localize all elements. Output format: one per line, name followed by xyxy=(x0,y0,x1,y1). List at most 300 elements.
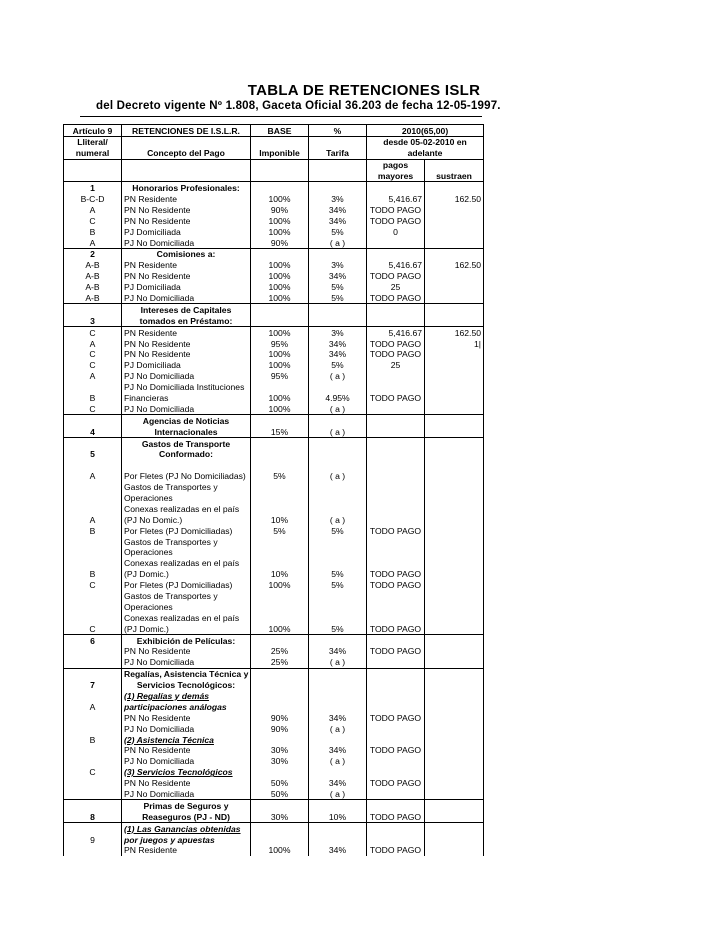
concepto-cell: PN No Residente xyxy=(122,646,251,657)
sustraen-cell: 162.50 xyxy=(425,260,484,271)
sustraen-cell xyxy=(425,767,484,778)
literal-cell xyxy=(64,304,122,315)
tarifa-cell xyxy=(309,503,367,514)
tarifa-cell xyxy=(309,612,367,623)
pagos-mayores-cell xyxy=(367,460,425,471)
sustraen-cell xyxy=(425,248,484,259)
sustraen-cell xyxy=(425,371,484,382)
pagos-mayores-cell: 5,416.67 xyxy=(367,260,425,271)
sustraen-cell xyxy=(425,712,484,723)
sustraen-cell: 162.50 xyxy=(425,193,484,204)
literal-cell xyxy=(64,756,122,767)
pagos-mayores-cell: 5,416.67 xyxy=(367,327,425,338)
table-row xyxy=(64,580,484,591)
concepto-cell: Operaciones xyxy=(122,601,251,612)
pagos-mayores-cell xyxy=(367,756,425,767)
tarifa-cell xyxy=(309,590,367,601)
base-cell: 50% xyxy=(251,778,309,789)
tarifa-cell: 3% xyxy=(309,260,367,271)
table-row xyxy=(64,712,484,723)
tarifa-cell: ( a ) xyxy=(309,514,367,525)
base-cell xyxy=(251,381,309,392)
table-row xyxy=(64,800,484,811)
pagos-mayores-cell: 25 xyxy=(367,281,425,292)
header-row-4 xyxy=(64,159,484,170)
tarifa-cell: 34% xyxy=(309,271,367,282)
table-row xyxy=(64,536,484,547)
pagos-mayores-cell xyxy=(367,668,425,679)
table-row xyxy=(64,437,484,448)
document-title: TABLA DE RETENCIONES ISLR xyxy=(247,82,481,99)
table-row xyxy=(64,482,484,493)
base-cell: 100% xyxy=(251,193,309,204)
literal-cell: 1 xyxy=(64,182,122,193)
sustraen-cell xyxy=(425,449,484,460)
literal-cell: A-B xyxy=(64,281,122,292)
sustraen-cell xyxy=(425,701,484,712)
table-row xyxy=(64,237,484,248)
tarifa-cell xyxy=(309,381,367,392)
table-row xyxy=(64,668,484,679)
base-cell: 100% xyxy=(251,623,309,634)
base-cell: 100% xyxy=(251,845,309,856)
sustraen-cell xyxy=(425,271,484,282)
tarifa-cell xyxy=(309,690,367,701)
pagos-mayores-cell: TODO PAGO xyxy=(367,778,425,789)
pagos-mayores-cell: TODO PAGO xyxy=(367,204,425,215)
sustraen-cell xyxy=(425,601,484,612)
base-cell xyxy=(251,503,309,514)
table-row xyxy=(64,767,484,778)
tarifa-cell xyxy=(309,834,367,845)
table-row xyxy=(64,349,484,360)
table-row xyxy=(64,590,484,601)
literal-cell: 9 xyxy=(64,834,122,845)
literal-cell xyxy=(64,437,122,448)
sustraen-cell xyxy=(425,690,484,701)
literal-cell: 6 xyxy=(64,634,122,645)
sustraen-cell xyxy=(425,823,484,834)
table-row xyxy=(64,680,484,691)
sustraen-cell xyxy=(425,745,484,756)
literal-cell: 2 xyxy=(64,248,122,259)
tarifa-cell xyxy=(309,482,367,493)
literal-cell xyxy=(64,590,122,601)
header-tarifa: Tarifa xyxy=(309,148,367,159)
tarifa-cell xyxy=(309,315,367,326)
header-concepto: Concepto del Pago xyxy=(122,148,251,159)
base-cell: 90% xyxy=(251,723,309,734)
concepto-cell: tomados en Préstamo: xyxy=(122,315,251,326)
sustraen-cell xyxy=(425,482,484,493)
base-cell xyxy=(251,547,309,558)
sustraen-cell xyxy=(425,668,484,679)
table-row xyxy=(64,547,484,558)
table-row xyxy=(64,634,484,645)
pagos-mayores-cell: TODO PAGO xyxy=(367,745,425,756)
base-cell xyxy=(251,315,309,326)
concepto-cell: (PJ Domic.) xyxy=(122,569,251,580)
table-row xyxy=(64,392,484,403)
concepto-cell: Conexas realizadas en el país xyxy=(122,558,251,569)
base-cell: 100% xyxy=(251,271,309,282)
tarifa-cell xyxy=(309,248,367,259)
sustraen-cell xyxy=(425,845,484,856)
sustraen-cell xyxy=(425,204,484,215)
literal-cell xyxy=(64,723,122,734)
sustraen-cell xyxy=(425,349,484,360)
header-base: BASE xyxy=(251,125,309,137)
table-row xyxy=(64,338,484,349)
pagos-mayores-cell xyxy=(367,237,425,248)
header-imponible: Imponible xyxy=(251,148,309,159)
table-row xyxy=(64,569,484,580)
sustraen-cell: 1| xyxy=(425,338,484,349)
table-row xyxy=(64,193,484,204)
concepto-cell: PJ No Domiciliada xyxy=(122,756,251,767)
tarifa-cell xyxy=(309,680,367,691)
concepto-cell: Financieras xyxy=(122,392,251,403)
literal-cell xyxy=(64,601,122,612)
sustraen-cell xyxy=(425,281,484,292)
concepto-cell: Gastos de Transportes y xyxy=(122,590,251,601)
base-cell xyxy=(251,767,309,778)
table-row xyxy=(64,690,484,701)
sustraen-cell xyxy=(425,381,484,392)
base-cell xyxy=(251,634,309,645)
pagos-mayores-cell: 5,416.67 xyxy=(367,193,425,204)
sustraen-cell xyxy=(425,547,484,558)
pagos-mayores-cell: TODO PAGO xyxy=(367,349,425,360)
sustraen-cell xyxy=(425,623,484,634)
table-row xyxy=(64,271,484,282)
tarifa-cell: 3% xyxy=(309,327,367,338)
literal-cell: A-B xyxy=(64,260,122,271)
tarifa-cell xyxy=(309,415,367,426)
base-cell: 100% xyxy=(251,349,309,360)
header-sustraen: sustraen xyxy=(425,171,484,182)
literal-cell xyxy=(64,845,122,856)
concepto-cell: Exhibición de Películas: xyxy=(122,634,251,645)
pagos-mayores-cell xyxy=(367,823,425,834)
sustraen-cell xyxy=(425,392,484,403)
literal-cell: A-B xyxy=(64,292,122,303)
literal-cell xyxy=(64,482,122,493)
concepto-cell: participaciones análogas xyxy=(122,701,251,712)
tarifa-cell: ( a ) xyxy=(309,371,367,382)
table-row xyxy=(64,623,484,634)
concepto-cell: PJ Domiciliada xyxy=(122,281,251,292)
concepto-cell: PN No Residente xyxy=(122,349,251,360)
literal-cell: B xyxy=(64,392,122,403)
literal-cell: A-B xyxy=(64,271,122,282)
tarifa-cell: 5% xyxy=(309,623,367,634)
literal-cell: B-C-D xyxy=(64,193,122,204)
concepto-cell: PN No Residente xyxy=(122,712,251,723)
literal-cell xyxy=(64,788,122,799)
base-cell xyxy=(251,415,309,426)
tarifa-cell xyxy=(309,182,367,193)
base-cell: 50% xyxy=(251,788,309,799)
sustraen-cell xyxy=(425,811,484,822)
pagos-mayores-cell xyxy=(367,482,425,493)
tarifa-cell: ( a ) xyxy=(309,426,367,437)
sustraen-cell xyxy=(425,525,484,536)
concepto-cell: Primas de Seguros y xyxy=(122,800,251,811)
pagos-mayores-cell xyxy=(367,381,425,392)
concepto-cell: PJ No Domiciliada xyxy=(122,788,251,799)
tarifa-cell: 5% xyxy=(309,569,367,580)
pagos-mayores-cell xyxy=(367,788,425,799)
literal-cell: 8 xyxy=(64,811,122,822)
table-row xyxy=(64,248,484,259)
table-row xyxy=(64,503,484,514)
tarifa-cell xyxy=(309,304,367,315)
pagos-mayores-cell: 25 xyxy=(367,360,425,371)
concepto-cell: PN No Residente xyxy=(122,745,251,756)
literal-cell: C xyxy=(64,215,122,226)
pagos-mayores-cell xyxy=(367,634,425,645)
sustraen-cell xyxy=(425,415,484,426)
tarifa-cell: 34% xyxy=(309,646,367,657)
sustraen-cell xyxy=(425,569,484,580)
base-cell xyxy=(251,668,309,679)
header-row-5 xyxy=(64,171,484,182)
table-row xyxy=(64,204,484,215)
pagos-mayores-cell: TODO PAGO xyxy=(367,845,425,856)
pagos-mayores-cell xyxy=(367,657,425,668)
tarifa-cell xyxy=(309,558,367,569)
base-cell: 100% xyxy=(251,215,309,226)
tarifa-cell xyxy=(309,437,367,448)
table-row xyxy=(64,778,484,789)
table-row xyxy=(64,657,484,668)
sustraen-cell xyxy=(425,215,484,226)
document-subtitle: del Decreto vigente Nº 1.808, Gaceta Oficial 36.203 de fecha 12-05-1997. xyxy=(96,100,501,112)
tarifa-cell: 34% xyxy=(309,745,367,756)
table-row xyxy=(64,327,484,338)
tarifa-cell xyxy=(309,701,367,712)
sustraen-cell xyxy=(425,315,484,326)
tarifa-cell xyxy=(309,492,367,503)
header-row-1 xyxy=(64,125,484,137)
table-row xyxy=(64,525,484,536)
tarifa-cell xyxy=(309,449,367,460)
concepto-cell: Honorarios Profesionales: xyxy=(122,182,251,193)
literal-cell: B xyxy=(64,734,122,745)
tarifa-cell: ( a ) xyxy=(309,403,367,414)
pagos-mayores-cell xyxy=(367,800,425,811)
base-cell: 25% xyxy=(251,657,309,668)
sustraen-cell xyxy=(425,437,484,448)
pagos-mayores-cell xyxy=(367,248,425,259)
concepto-cell: Conexas realizadas en el país xyxy=(122,503,251,514)
concepto-cell: PJ No Domiciliada xyxy=(122,657,251,668)
concepto-cell: Comisiones a: xyxy=(122,248,251,259)
concepto-cell: (2) Asistencia Técnica xyxy=(122,734,251,745)
tarifa-cell: 3% xyxy=(309,193,367,204)
base-cell: 100% xyxy=(251,392,309,403)
concepto-cell: PN Residente xyxy=(122,845,251,856)
table-row xyxy=(64,403,484,414)
literal-cell: A xyxy=(64,371,122,382)
base-cell: 30% xyxy=(251,745,309,756)
base-cell xyxy=(251,601,309,612)
table-row xyxy=(64,514,484,525)
table-row xyxy=(64,745,484,756)
table-row xyxy=(64,558,484,569)
table-row xyxy=(64,601,484,612)
base-cell xyxy=(251,558,309,569)
sustraen-cell xyxy=(425,182,484,193)
literal-cell: C xyxy=(64,327,122,338)
tarifa-cell: 5% xyxy=(309,226,367,237)
base-cell xyxy=(251,690,309,701)
literal-cell xyxy=(64,460,122,471)
table-row xyxy=(64,260,484,271)
concepto-cell: (PJ No Domic.) xyxy=(122,514,251,525)
base-cell xyxy=(251,182,309,193)
base-cell xyxy=(251,800,309,811)
table-row xyxy=(64,215,484,226)
literal-cell xyxy=(64,381,122,392)
sustraen-cell xyxy=(425,471,484,482)
concepto-cell: PJ No Domiciliada Instituciones xyxy=(122,381,251,392)
sustraen-cell xyxy=(425,360,484,371)
literal-cell: B xyxy=(64,525,122,536)
table-row xyxy=(64,449,484,460)
tarifa-cell: 34% xyxy=(309,712,367,723)
base-cell: 100% xyxy=(251,580,309,591)
base-cell: 30% xyxy=(251,756,309,767)
tarifa-cell xyxy=(309,460,367,471)
literal-cell: A xyxy=(64,701,122,712)
base-cell: 10% xyxy=(251,569,309,580)
base-cell: 100% xyxy=(251,260,309,271)
literal-cell xyxy=(64,503,122,514)
concepto-cell: (PJ Domic.) xyxy=(122,623,251,634)
base-cell: 5% xyxy=(251,525,309,536)
sustraen-cell: 162.50 xyxy=(425,327,484,338)
literal-cell: A xyxy=(64,204,122,215)
header-percent: % xyxy=(309,125,367,137)
sustraen-cell xyxy=(425,800,484,811)
concepto-cell: Regalías, Asistencia Técnica y xyxy=(122,668,251,679)
literal-cell xyxy=(64,558,122,569)
table-row xyxy=(64,788,484,799)
sustraen-cell xyxy=(425,834,484,845)
tarifa-cell: 5% xyxy=(309,525,367,536)
base-cell: 90% xyxy=(251,712,309,723)
table-row xyxy=(64,723,484,734)
pagos-mayores-cell xyxy=(367,723,425,734)
concepto-cell: Intereses de Capitales xyxy=(122,304,251,315)
table-row xyxy=(64,304,484,315)
sustraen-cell xyxy=(425,580,484,591)
table-row xyxy=(64,612,484,623)
base-cell: 100% xyxy=(251,226,309,237)
table-row xyxy=(64,315,484,326)
concepto-cell: Por Fletes (PJ Domiciliadas) xyxy=(122,525,251,536)
sustraen-cell xyxy=(425,226,484,237)
pagos-mayores-cell xyxy=(367,503,425,514)
base-cell xyxy=(251,701,309,712)
literal-cell: B xyxy=(64,226,122,237)
base-cell xyxy=(251,248,309,259)
concepto-cell: PN No Residente xyxy=(122,778,251,789)
sustraen-cell xyxy=(425,590,484,601)
literal-cell xyxy=(64,415,122,426)
concepto-cell: Agencias de Noticias xyxy=(122,415,251,426)
table-row xyxy=(64,834,484,845)
literal-cell: 4 xyxy=(64,426,122,437)
pagos-mayores-cell xyxy=(367,690,425,701)
literal-cell: C xyxy=(64,623,122,634)
table-row xyxy=(64,360,484,371)
tarifa-cell xyxy=(309,668,367,679)
literal-cell xyxy=(64,823,122,834)
sustraen-cell xyxy=(425,304,484,315)
table-row xyxy=(64,415,484,426)
tarifa-cell: 10% xyxy=(309,811,367,822)
table-row xyxy=(64,646,484,657)
concepto-cell: PJ No Domiciliada xyxy=(122,237,251,248)
retenciones-table xyxy=(63,124,484,856)
concepto-cell: Gastos de Transportes y xyxy=(122,482,251,493)
tarifa-cell xyxy=(309,601,367,612)
table-row xyxy=(64,371,484,382)
tarifa-cell: 4.95% xyxy=(309,392,367,403)
tarifa-cell: 34% xyxy=(309,204,367,215)
concepto-cell: PJ No Domiciliada xyxy=(122,723,251,734)
pagos-mayores-cell xyxy=(367,403,425,414)
tarifa-cell xyxy=(309,547,367,558)
base-cell xyxy=(251,680,309,691)
tarifa-cell xyxy=(309,734,367,745)
table-row xyxy=(64,734,484,745)
concepto-cell: PN No Residente xyxy=(122,215,251,226)
pagos-mayores-cell xyxy=(367,182,425,193)
table-row xyxy=(64,426,484,437)
pagos-mayores-cell xyxy=(367,437,425,448)
table-row xyxy=(64,823,484,834)
sustraen-cell xyxy=(425,558,484,569)
header-pagos: pagos xyxy=(367,159,425,170)
base-cell xyxy=(251,590,309,601)
base-cell: 100% xyxy=(251,403,309,414)
base-cell: 25% xyxy=(251,646,309,657)
pagos-mayores-cell xyxy=(367,449,425,460)
pagos-mayores-cell xyxy=(367,558,425,569)
pagos-mayores-cell xyxy=(367,734,425,745)
pagos-mayores-cell xyxy=(367,415,425,426)
literal-cell xyxy=(64,690,122,701)
header-literal: Lliteral/ xyxy=(64,136,122,147)
table-row xyxy=(64,845,484,856)
sustraen-cell xyxy=(425,723,484,734)
concepto-cell: PJ No Domiciliada xyxy=(122,292,251,303)
literal-cell: A xyxy=(64,514,122,525)
tarifa-cell: ( a ) xyxy=(309,237,367,248)
base-cell xyxy=(251,437,309,448)
tarifa-cell: 5% xyxy=(309,360,367,371)
concepto-cell: (3) Servicios Tecnológicos xyxy=(122,767,251,778)
concepto-cell: (1) Las Ganancias obtenidas xyxy=(122,823,251,834)
base-cell: 15% xyxy=(251,426,309,437)
concepto-cell: Operaciones xyxy=(122,547,251,558)
header-year: 2010(65,00) xyxy=(367,125,484,137)
pagos-mayores-cell xyxy=(367,492,425,503)
